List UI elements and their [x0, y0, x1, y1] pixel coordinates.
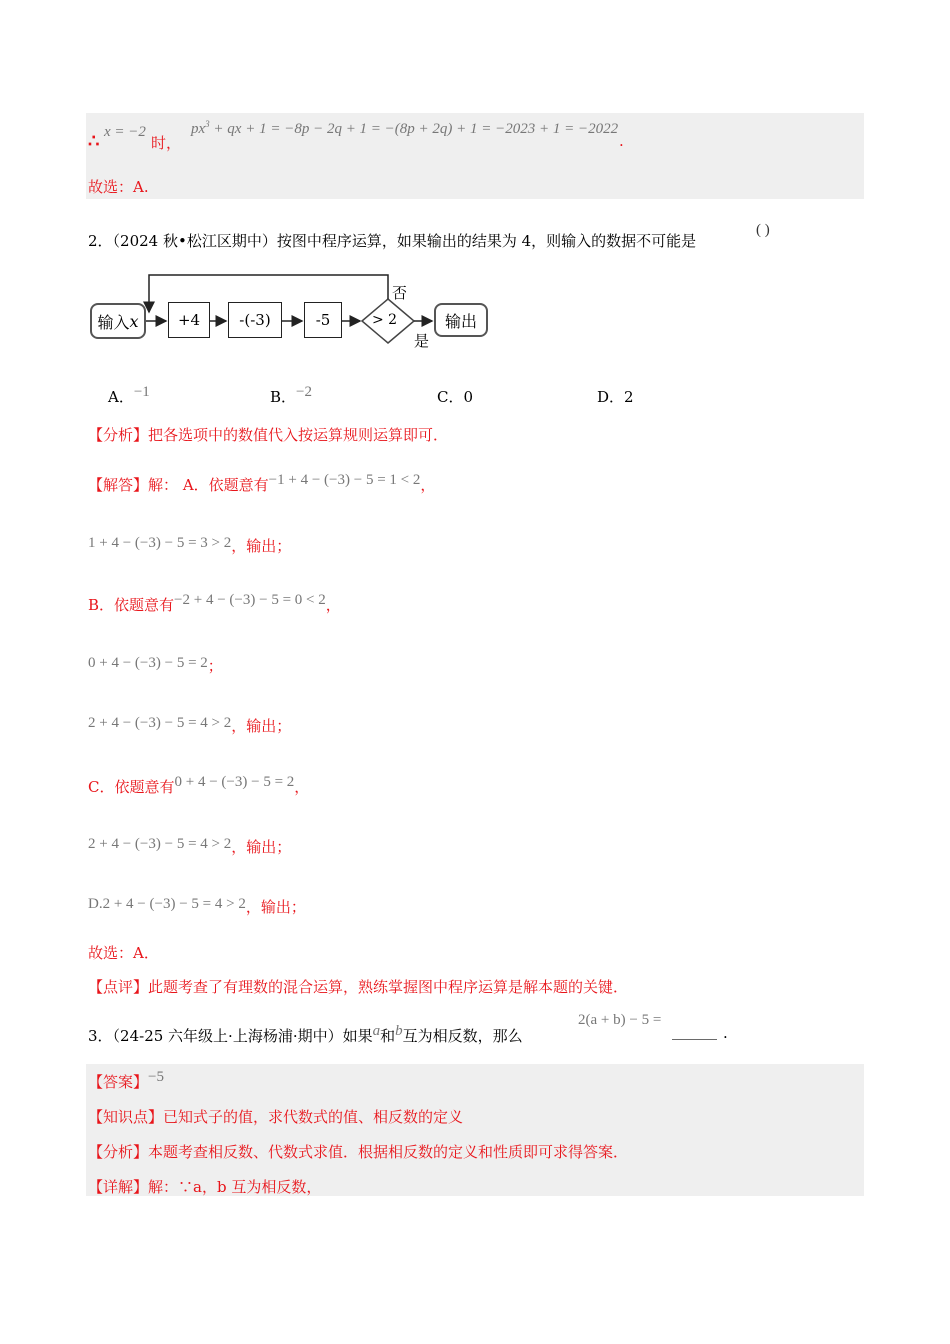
q3-expression: 2(a + b) − 5 = — [578, 1012, 662, 1028]
when-text: 时， — [151, 134, 182, 152]
answer-tag: 【答案】 — [88, 1073, 149, 1091]
knowledge-tag: 【知识点】 — [88, 1108, 164, 1126]
solution-pre-3: B．依题意有 — [88, 596, 175, 614]
solution-line-5 — [88, 715, 291, 736]
solution-math-5: 2 + 4 − (−3) − 5 = 4 > 2 — [88, 715, 232, 731]
flowchart — [86, 268, 496, 350]
option-a — [108, 386, 150, 407]
q3-var-b: b — [395, 1023, 403, 1039]
question-number: 2． — [88, 232, 113, 250]
q3-stem-b: 互为相反数，那么 — [402, 1027, 523, 1045]
input-variable: x — [129, 311, 139, 331]
question-3-stem — [88, 1025, 523, 1046]
question-source: （2024 秋•松江区期中） — [112, 232, 277, 250]
solution-math-2: 1 + 4 − (−3) − 5 = 3 > 2 — [88, 535, 232, 551]
comment-tag: 【点评】 — [88, 978, 149, 996]
answer-parentheses: ( ) — [756, 222, 770, 238]
answer-value: −5 — [148, 1069, 164, 1085]
option-a-label: A． — [108, 388, 134, 406]
comment-text: 此题考查了有理数的混合运算，熟练掌握图中程序运算是解本题的关键． — [148, 978, 629, 996]
q3-blank: ______ — [672, 1022, 717, 1040]
step-minus-neg3: -(-3) — [228, 302, 282, 338]
expression-math — [191, 119, 618, 138]
solution-post-6: ， — [294, 778, 310, 796]
analysis-line — [88, 424, 448, 445]
yes-label: 是 — [414, 332, 430, 350]
solution-line-8 — [88, 896, 306, 917]
option-d — [597, 386, 634, 407]
solution-tag: 【解答】 — [88, 476, 149, 494]
option-c-label: C． — [437, 388, 464, 406]
solution-post-7: ，输出； — [231, 838, 292, 856]
option-b-value: −2 — [296, 384, 312, 400]
analysis-text: 把各选项中的数值代入按运算规则运算即可． — [148, 426, 449, 444]
option-d-value: 2 — [624, 388, 634, 406]
condition-math: x = −2 — [104, 124, 146, 140]
q3-analysis-tag: 【分析】 — [88, 1143, 149, 1161]
solution-post-4: ； — [207, 657, 223, 675]
q3-source: （24-25 六年级上·上海杨浦·期中） — [112, 1027, 343, 1045]
q2-choice: 故选：A． — [88, 944, 159, 962]
question-2-stem — [88, 230, 696, 251]
output-box: 输出 — [434, 303, 488, 337]
input-box — [90, 303, 146, 339]
q3-stem-a: 如果 — [342, 1027, 373, 1045]
solution-math-4: 0 + 4 − (−3) − 5 = 2 — [88, 655, 208, 671]
step-minus-5: -5 — [304, 302, 342, 338]
solution-line-7 — [88, 836, 291, 857]
knowledge-line — [88, 1106, 463, 1127]
solution-math-3: −2 + 4 − (−3) − 5 = 0 < 2 — [174, 592, 326, 608]
solution-math-1: −1 + 4 − (−3) − 5 = 1 < 2 — [268, 472, 421, 488]
q3-end: . — [723, 1024, 728, 1042]
solution-post-8: ，输出； — [245, 898, 306, 916]
solution-pre-6: C．依题意有 — [88, 778, 175, 796]
knowledge-text: 已知式子的值，求代数式的值、相反数的定义 — [163, 1108, 464, 1126]
expr-rest: + qx + 1 = −8p − 2q + 1 = −(8p + 2q) + 1 = −2023 + 1 = −2022 — [209, 121, 619, 137]
analysis-tag: 【分析】 — [88, 426, 149, 444]
detail-line — [88, 1176, 321, 1197]
option-b-label: B． — [270, 388, 297, 406]
option-d-label: D． — [597, 388, 625, 406]
option-c-value: 0 — [463, 388, 474, 406]
solution-post-2: ，输出； — [231, 537, 292, 555]
solution-line-6 — [88, 776, 309, 797]
q3-var-a: a — [372, 1023, 381, 1039]
expr-exponent: 3 — [205, 119, 210, 129]
solution-line-2 — [88, 535, 291, 556]
q3-analysis-line — [88, 1141, 628, 1162]
expression-period: . — [619, 132, 624, 150]
solution-pre-1: A．依题意有 — [182, 476, 269, 494]
comment-line — [88, 976, 628, 997]
q3-number: 3． — [88, 1027, 113, 1045]
q3-analysis-text: 本题考查相反数、代数式求值．根据相反数的定义和性质即可求得答案． — [148, 1143, 629, 1161]
solution-math-8: D.2 + 4 − (−3) − 5 = 4 > 2 — [88, 896, 246, 912]
option-a-value: −1 — [133, 384, 150, 400]
option-c — [437, 386, 473, 407]
option-b — [270, 386, 312, 407]
solution-lead: 解： — [148, 476, 179, 494]
step-add-4: +4 — [168, 302, 210, 338]
solution-post-3: ， — [325, 596, 341, 614]
choice-text: 故选：A. — [88, 178, 149, 196]
solution-line-4 — [88, 655, 223, 676]
q3-stem-and: 和 — [380, 1027, 396, 1045]
decision-label: > 2 — [372, 312, 398, 328]
answer-line — [88, 1071, 164, 1092]
input-label: 输入 — [97, 312, 130, 332]
solution-line-3 — [88, 594, 341, 615]
solution-line-1 — [88, 474, 435, 495]
detail-tag: 【详解】 — [88, 1178, 149, 1196]
solution-post-5: ，输出； — [231, 717, 292, 735]
question-text: 按图中程序运算，如果输出的结果为 4，则输入的数据不可能是 — [276, 232, 697, 250]
solution-math-7: 2 + 4 − (−3) − 5 = 4 > 2 — [88, 836, 232, 852]
solution-math-6: 0 + 4 − (−3) − 5 = 2 — [174, 774, 295, 790]
no-label: 否 — [392, 284, 408, 302]
solution-post-1: ， — [420, 476, 436, 494]
detail-text: 解：∵a，b 互为相反数， — [148, 1178, 322, 1196]
expr-px: px — [191, 121, 206, 137]
therefore-symbol: ∴ — [88, 131, 100, 152]
